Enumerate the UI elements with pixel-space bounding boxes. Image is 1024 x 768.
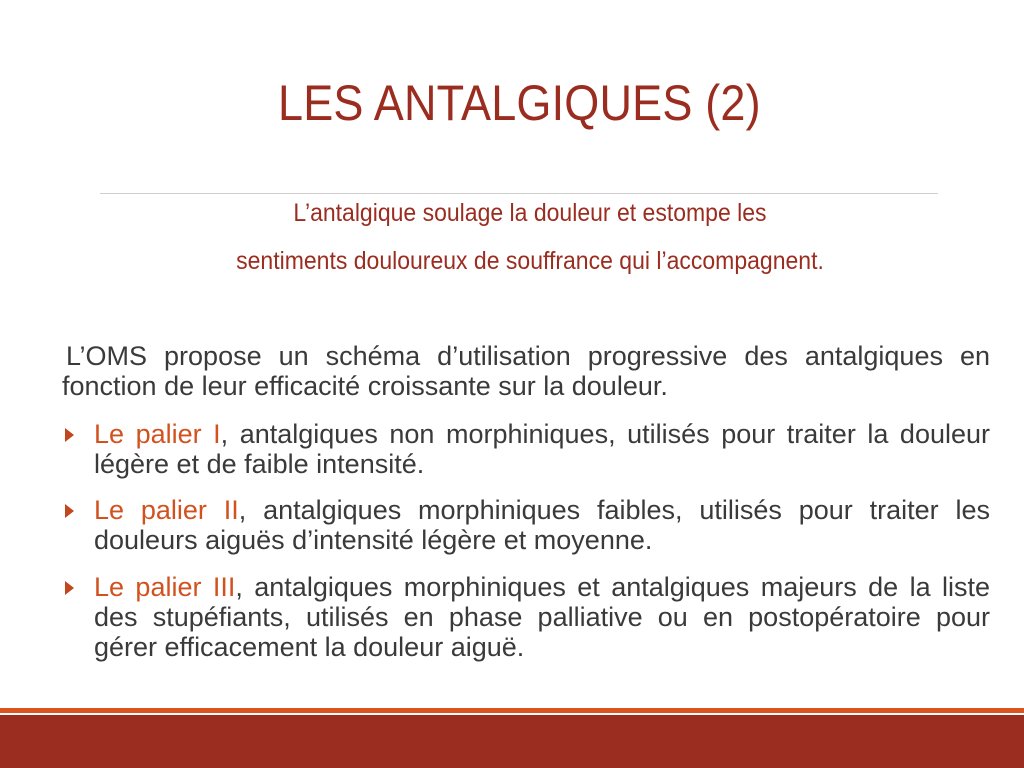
bullet-text [94, 572, 990, 662]
triangle-right-icon [65, 581, 74, 595]
triangle-right-icon [65, 428, 74, 442]
bullet-palier-3 [62, 572, 990, 662]
bullet-body: , antalgiques non morphiniques, utilisés pour traiter la douleur légère et de faible intensité. [94, 419, 990, 479]
bullet-highlight: Le palier I [94, 419, 221, 449]
bullet-body: , antalgiques morphiniques faibles, utilisés pour traiter les douleurs aiguës d’intensité légère et moyenne. [94, 495, 990, 555]
bullet-body: , antalgiques morphiniques et antalgiques majeurs de la liste des stupéfiants, utilisés en phase palliative ou en postopératoire pour gérer efficacement la douleur aiguë. [94, 572, 990, 662]
footer-accent-band [0, 708, 1024, 713]
subtitle-line-2: sentiments douloureux de souffrance qui l’accompagnent. [236, 247, 824, 275]
bullet-highlight: Le palier II [94, 495, 239, 525]
bullet-text [94, 495, 990, 555]
footer-band [0, 715, 1024, 768]
subtitle-line-1: L’antalgique soulage la douleur et estompe les [293, 199, 767, 227]
triangle-right-icon [65, 504, 74, 518]
bullet-palier-1 [62, 419, 990, 479]
slide-title: LES ANTALGIQUES (2) [278, 75, 761, 131]
bullet-text [94, 419, 990, 479]
title-divider [100, 193, 938, 194]
intro-paragraph: L’OMS propose un schéma d’utilisation progressive des antalgiques en fonction de leur efficacité croissante sur la douleur. [62, 341, 990, 401]
bullet-palier-2 [62, 495, 990, 555]
bullet-highlight: Le palier III [94, 572, 236, 602]
